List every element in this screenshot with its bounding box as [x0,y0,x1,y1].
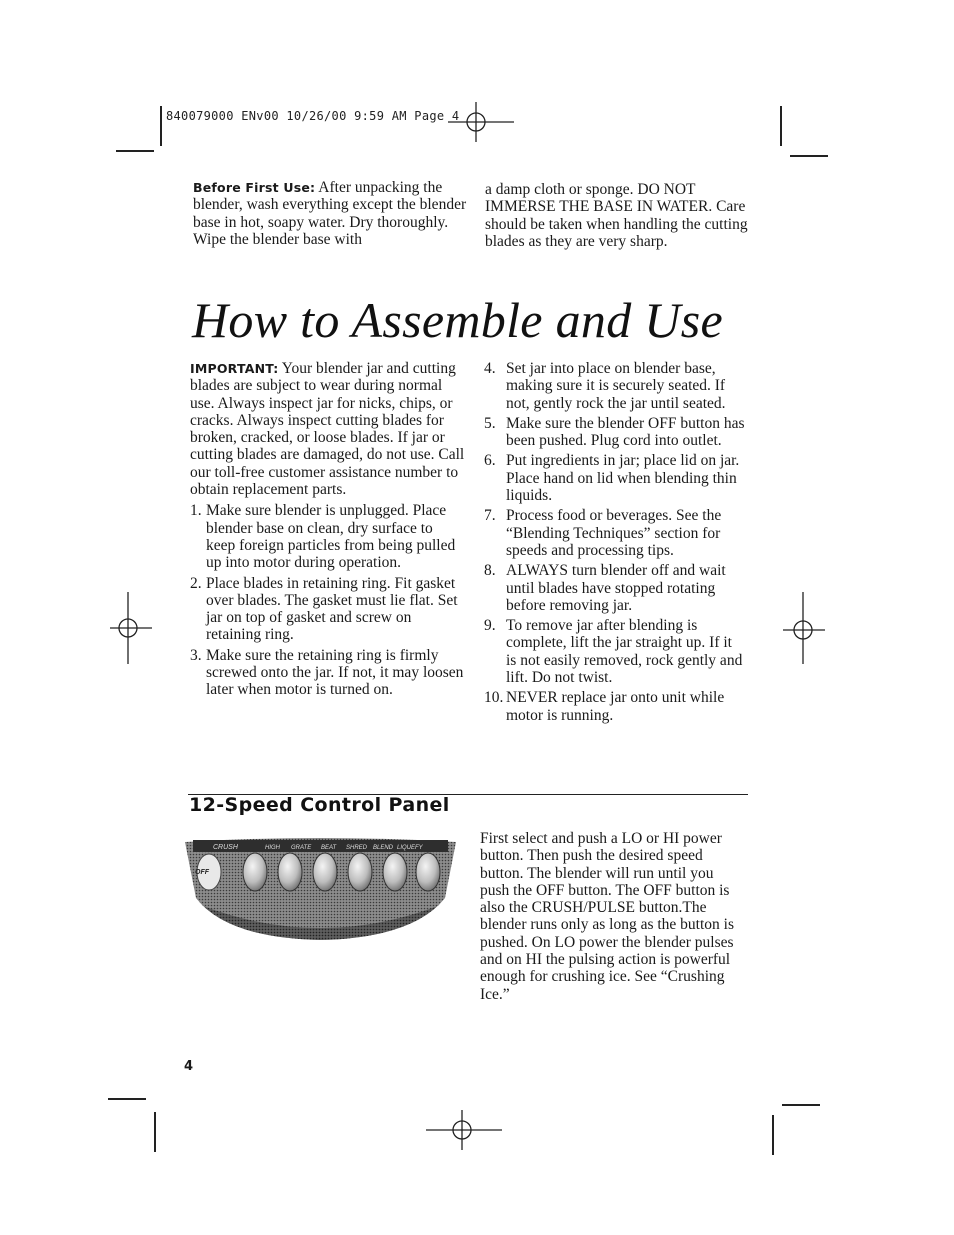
important-text: Your blender jar and cutting blades are subject to wear during normal use. Always inspect jar for nicks, chips, or cracks. Always inspect cutting blades for broken, cracked, or loose blades. If jar or cutting blades are damaged, do not use. Call our toll-free customer assistance number to obtain replacement parts. [190,360,465,499]
panel-label-crush: CRUSH [213,844,238,851]
registration-target-icon [448,100,514,144]
step-number: 3. [190,646,202,664]
crop-mark [782,1104,820,1106]
step-number: 2. [190,574,202,592]
step-item [484,415,746,450]
registration-target-icon [110,592,152,664]
steps-list-right [484,360,746,724]
important-lead: IMPORTANT: [190,361,279,376]
step-text: Put ingredients in jar; place lid on jar. Place hand on lid when blending thin liquids. [506,452,740,505]
step-item [484,562,746,614]
step-text: Place blades in retaining ring. Fit gasket over blades. The gasket must lie flat. Set jar on top of gasket and screw on retaining ring. [206,574,458,644]
step-item [484,689,746,724]
step-text: ALWAYS turn blender off and wait until blades have stopped rotating before removing jar. [506,562,726,614]
before-first-use-col1 [193,179,468,248]
step-item [484,617,746,686]
step-number: 7. [484,507,496,525]
panel-label-grate: GRATE [291,845,312,851]
step-number: 5. [484,414,496,432]
step-number: 1. [190,502,202,520]
page-title: How to Assemble and Use [192,292,723,348]
before-first-use-lead: Before First Use: [193,180,316,195]
important-paragraph [190,360,465,498]
step-text: Make sure the retaining ring is firmly screwed onto the jar. If not, it may loosen later when motor is turned on. [206,646,464,699]
before-first-use-col2 [485,181,755,250]
right-column [484,360,746,727]
left-column [190,360,465,702]
crop-mark [116,150,154,152]
step-text: NEVER replace jar onto unit while motor is running. [506,689,725,724]
panel-label-off: OFF [195,869,209,876]
step-item [484,360,746,412]
panel-label-shred: SHRED [346,845,368,851]
crop-mark [772,1115,774,1155]
crop-mark [108,1098,146,1100]
control-panel-body: First select and push a LO or HI power button. Then push the desired speed button. The blender will run until you push the OFF button. The OFF button is also the CRUSH/PULSE button.The blender runs only as long as the button is pushed. On LO power the blender pulses and on HI the pulsing action is powerful enough for crushing ice. See “Crushing Ice.” [480,830,734,1003]
step-item [190,647,465,699]
step-text: Make sure the blender OFF button has been pushed. Plug cord into outlet. [506,414,745,450]
registration-target-icon [783,592,825,664]
control-panel-heading: 12-Speed Control Panel [189,794,450,816]
panel-label-liquefy: LIQUEFY [397,845,423,851]
crop-mark [160,106,162,146]
before-first-use-text-1: After unpacking the blender, wash everything except the blender base in hot, soapy water. Dry thoroughly. Wipe the blender base with [193,179,467,248]
step-number: 10. [484,689,504,707]
step-text: Make sure blender is unplugged. Place blender base on clean, dry surface to keep foreign particles from being pulled up into motor during operation. [206,502,456,572]
steps-list-left [190,502,465,698]
registration-target-icon [426,1108,502,1152]
panel-label-beat: BEAT [321,845,337,851]
step-item [484,507,746,559]
step-text: Process food or beverages. See the “Blending Techniques” section for speeds and processing tips. [506,507,722,559]
crop-mark [780,106,782,146]
panel-label-blend: BLEND [373,845,394,851]
print-slug: 840079000 ENv00 10/26/00 9:59 AM Page 4 [166,109,460,123]
step-number: 9. [484,617,496,635]
step-number: 6. [484,452,496,470]
page-number: 4 [184,1059,194,1074]
step-item [484,452,746,504]
before-first-use-text-2: a damp cloth or sponge. DO NOT IMMERSE THE BASE IN WATER. Care should be taken when handling the cutting blades as they are very sharp. [485,181,748,250]
panel-label-high: HIGH [265,845,280,851]
step-item [190,575,465,644]
step-text: To remove jar after blending is complete, lift the jar straight up. If it is not easily removed, rock gently and lift. Do not twist. [506,617,743,687]
step-item [190,502,465,571]
control-panel-illustration [183,838,458,942]
step-number: 4. [484,360,496,377]
crop-mark [790,155,828,157]
crop-mark [154,1112,156,1152]
step-text: Set jar into place on blender base, making sure it is securely seated. If not, gently rock the jar until seated. [506,360,726,412]
step-number: 8. [484,562,496,580]
